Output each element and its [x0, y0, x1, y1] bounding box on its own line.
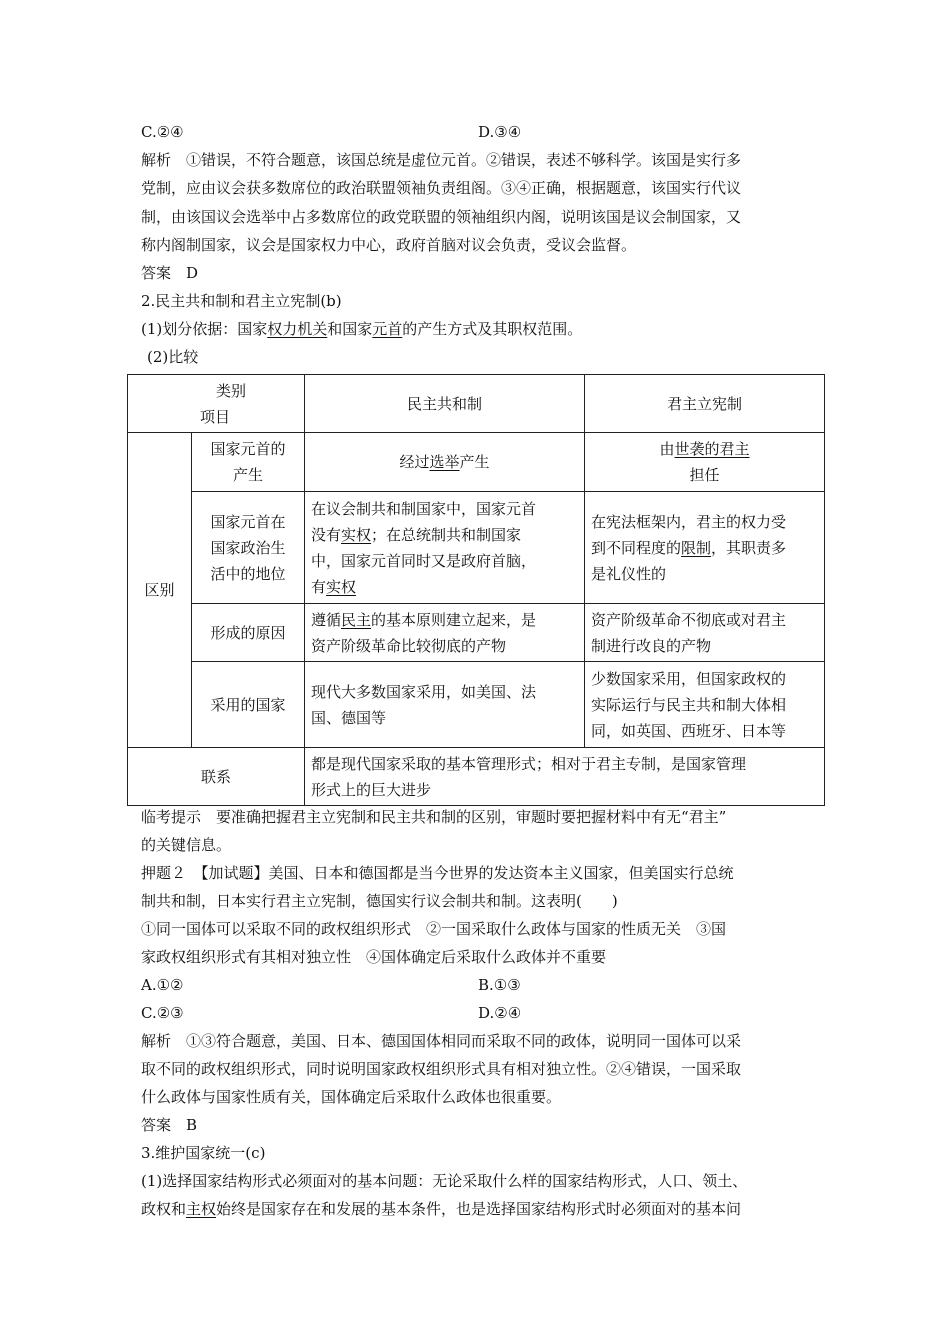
q2-stem-line: 制共和制，日本实行君主立宪制，德国实行议会制共和制。这表明( )	[141, 892, 618, 910]
republic-cell: 遵循民主的基本原则建立起来，是 资产阶级革命比较彻底的产物	[305, 604, 585, 662]
sovereignty-term: 主权	[186, 1200, 217, 1218]
relation-label: 联系	[128, 748, 305, 806]
section2-basis: (1)划分依据：国家权力机关和国家元首的产生方式及其职权范围。	[141, 320, 583, 338]
q1-analysis-line: 党制，应由议会获多数席位的政治联盟领袖负责组阁。③④正确，根据题意，该国实行代议	[141, 179, 742, 197]
q2-option-c: C.②③	[141, 1004, 184, 1022]
exam-tip-line: 临考提示 要准确把握君主立宪制和民主共和制的区别，审题时要把握材料中有无“君主”	[141, 808, 727, 826]
header-monarchy: 君主立宪制	[585, 375, 825, 433]
republic-cell: 现代大多数国家采用，如美国、法 国、德国等	[305, 662, 585, 748]
q1-option-c: C.②④	[141, 123, 184, 141]
exam-tip-line: 的关键信息。	[141, 836, 232, 854]
section3-paragraph-line: 政权和主权始终是国家存在和发展的基本条件，也是选择国家结构形式时必须面对的基本问	[141, 1200, 742, 1218]
q2-stem-line: 押题２ 【加试题】美国、日本和德国都是当今世界的发达资本主义国家，但美国实行总统	[141, 864, 734, 882]
basis-underlined-term: 权力机关	[267, 320, 328, 338]
republic-cell: 经过选举产生	[305, 433, 585, 492]
monarchy-cell: 资产阶级革命不彻底或对君主 制进行改良的产物	[585, 604, 825, 662]
distinction-label: 区别	[128, 433, 192, 748]
q2-option-d: D.②④	[478, 1004, 522, 1022]
comparison-table	[127, 374, 825, 806]
monarchy-cell: 由世袭的君主 担任	[585, 433, 825, 492]
header-republic: 民主共和制	[305, 375, 585, 433]
q1-analysis-line: 称内阁制国家，议会是国家权力中心，政府首脑对议会负责，受议会监督。	[141, 236, 637, 254]
q2-stem-line: 家政权组织形式有其相对独立性 ④国体确定后采取什么政体并不重要	[141, 948, 607, 966]
relation-cell: 都是现代国家采取的基本管理形式；相对于君主专制，是国家管理 形式上的巨大进步	[305, 748, 825, 806]
q1-option-d: D.③④	[478, 123, 522, 141]
table-corner-header: 类别 项目	[128, 375, 305, 433]
section2-compare-title: (2)比较	[147, 348, 199, 366]
row-label: 国家元首的 产生	[192, 433, 305, 492]
basis-underlined-term: 元首	[372, 320, 403, 338]
monarchy-cell: 在宪法框架内，君主的权力受 到不同程度的限制，其职责多 是礼仪性的	[585, 492, 825, 604]
q2-stem-line: ①同一国体可以采取不同的政权组织形式 ②一国采取什么政体与国家的性质无关 ③国	[141, 920, 727, 938]
section3-title: 3.维护国家统一(c)	[141, 1144, 266, 1162]
monarchy-cell: 少数国家采用，但国家政权的 实际运行与民主共和制大体相 同，如英国、西班牙、日本等	[585, 662, 825, 748]
row-label: 形成的原因	[192, 604, 305, 662]
section3-paragraph-line: (1)选择国家结构形式必须面对的基本问题：无论采取什么样的国家结构形式，人口、领土、	[141, 1172, 748, 1190]
q2-analysis-line: 取不同的政权组织形式，同时说明国家政权组织形式具有相对独立性。②④错误，一国采取	[141, 1060, 742, 1078]
q1-analysis-line: 解析 ①错误，不符合题意，该国总统是虚位元首。②错误，表述不够科学。该国是实行多	[141, 151, 742, 169]
section2-title: 2.民主共和制和君主立宪制(b)	[141, 292, 342, 310]
q1-analysis-line: 制，由该国议会选举中占多数席位的政党联盟的领袖组织内阁，说明该国是议会制国家，又	[141, 208, 742, 226]
q2-option-b: B.①③	[478, 976, 521, 994]
row-label: 采用的国家	[192, 662, 305, 748]
q2-option-a: A.①②	[141, 976, 184, 994]
q2-answer: 答案 B	[141, 1116, 198, 1134]
row-label: 国家元首在 国家政治生 活中的地位	[192, 492, 305, 604]
q1-answer: 答案 D	[141, 264, 199, 282]
republic-cell: 在议会制共和制国家中，国家元首 没有实权；在总统制共和制国家 中，国家元首同时又是政府首脑， 有实权	[305, 492, 585, 604]
q2-analysis-line: 解析 ①③符合题意，美国、日本、德国国体相同而采取不同的政体，说明同一国体可以采	[141, 1032, 742, 1050]
q2-analysis-line: 什么政体与国家性质有关，国体确定后采取什么政体也很重要。	[141, 1088, 562, 1106]
